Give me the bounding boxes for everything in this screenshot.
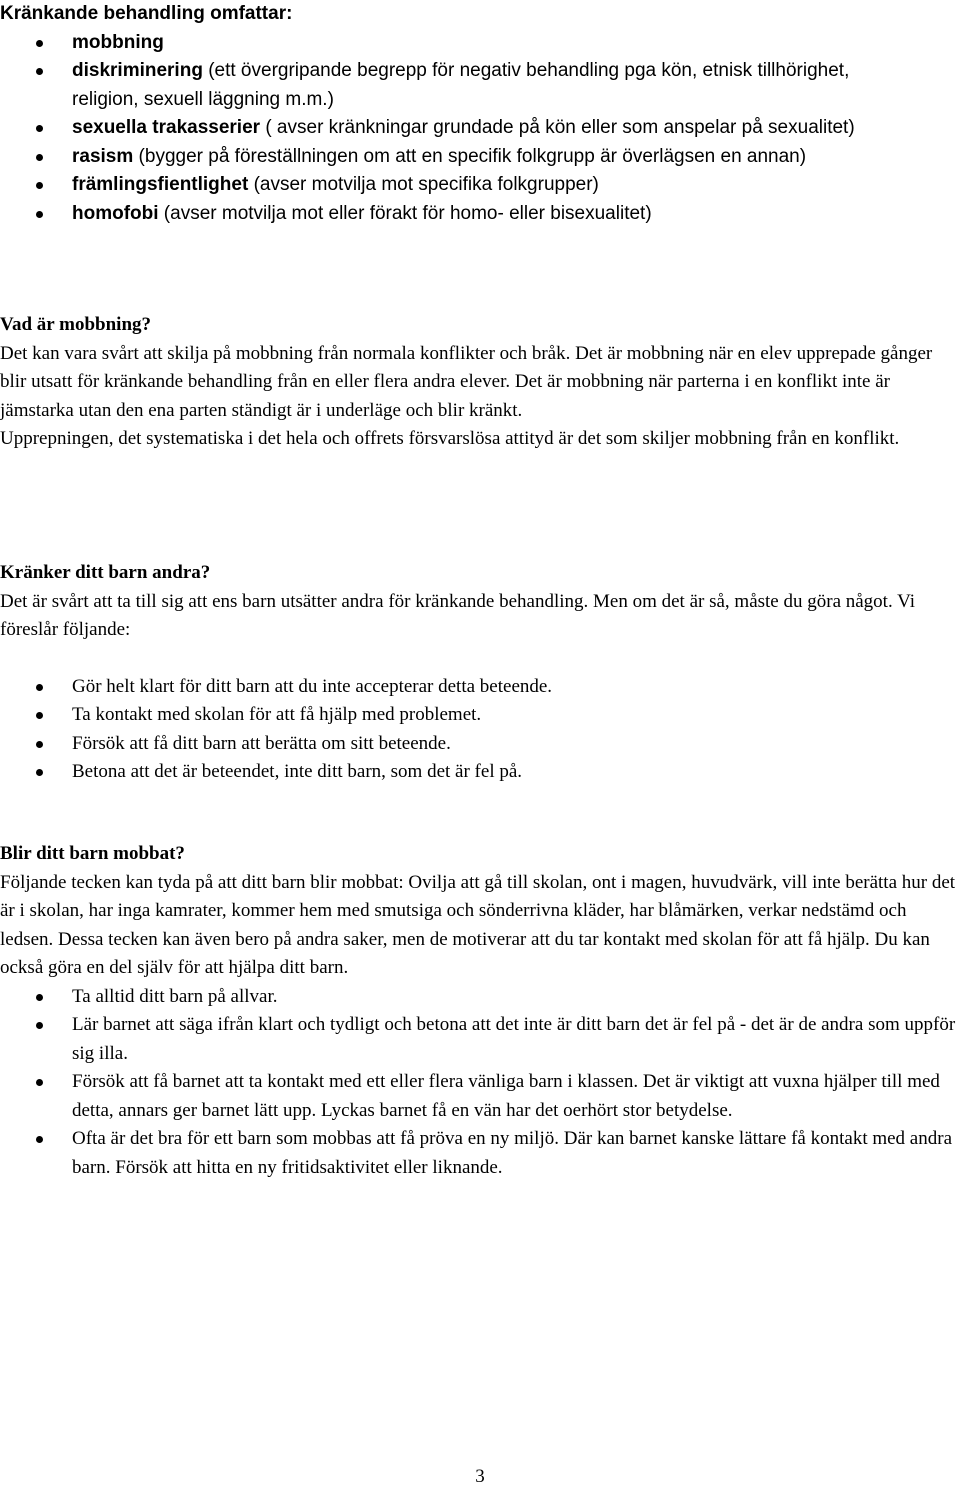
- section-heading: Vad är mobbning?: [0, 314, 152, 335]
- section-heading: Kränker ditt barn andra?: [0, 562, 211, 583]
- bullet-icon: [36, 712, 43, 719]
- intro-heading: Kränkande behandling omfattar:: [0, 3, 293, 24]
- paragraph: Det är svårt att ta till sig att ens barn utsätter andra för kränkande behandling. Men om det är så, måste du göra något. Vi föreslår följande:: [0, 590, 915, 640]
- kranker-section: [0, 559, 960, 787]
- list-item: [0, 200, 880, 229]
- list-item-text: Ta alltid ditt barn på allvar.: [72, 985, 278, 1007]
- bullet-icon: [36, 68, 43, 75]
- bullet-icon: [36, 769, 43, 776]
- list-item: [0, 29, 880, 58]
- list-item: [0, 1068, 960, 1125]
- page-number: 3: [475, 1466, 485, 1487]
- bullet-icon: [36, 994, 43, 1001]
- bullet-icon: [36, 741, 43, 748]
- list-item: [0, 983, 960, 1012]
- bullet-icon: [36, 125, 43, 132]
- term: rasism: [72, 145, 134, 167]
- list-item-text: Ofta är det bra för ett barn som mobbas att få pröva en ny miljö. Där kan barnet kanske lättare få kontakt med andra barn. Försök att hitta en ny fritidsaktivitet eller liknande.: [72, 1128, 953, 1178]
- help-list: [0, 983, 960, 1183]
- term-description: (avser motvilja mot specifika folkgrupper): [248, 174, 599, 195]
- list-item: [0, 114, 880, 143]
- advice-list: [0, 673, 960, 787]
- paragraph: Följande tecken kan tyda på att ditt barn blir mobbat: Ovilja att gå till skolan, ont i magen, huvudvärk, vill inte berätta hur det är i skolan, har inga kamrater, kommer hem med smutsiga och sönderrivna kläder, har blåmärken, verkar nedstämd och ledsen. Dessa tecken kan även bero på andra saker, men de motiverar att du tar kontakt med skolan för att få hjälp. Du kan också göra en del själv för att hjälpa ditt barn.: [0, 871, 956, 978]
- list-item: [0, 1011, 960, 1068]
- paragraph: Det kan vara svårt att skilja på mobbning från normala konflikter och bråk. Det är mobbning när en elev upprepade gånger blir utsatt för kränkande behandling från en eller flera andra elever. Det är mobbning när parterna i en konflikt inte är jämstarka utan den ena parten ständigt är i underläge och blir kränkt.: [0, 342, 933, 421]
- list-item: [0, 730, 960, 759]
- term: främlingsfientlighet: [72, 174, 249, 195]
- bullet-icon: [36, 154, 43, 161]
- list-item: [0, 758, 960, 787]
- list-item-text: Ta kontakt med skolan för att få hjälp med problemet.: [72, 704, 482, 725]
- list-item-text: Betona att det är beteendet, inte ditt barn, som det är fel på.: [72, 761, 523, 782]
- term-description: ( avser kränkningar grundade på kön eller som anspelar på sexualitet): [260, 117, 855, 138]
- list-item: [0, 171, 880, 200]
- list-item-text: Lär barnet att säga ifrån klart och tydligt och betona att det inte är ditt barn det är fel på - det är de andra som uppför sig illa.: [72, 1014, 956, 1064]
- term-description: (ett övergripande begrepp för negativ behandling pga kön, etnisk tillhörighet, religion, sexuell läggning m.m.): [72, 60, 850, 110]
- term: homofobi: [72, 202, 159, 224]
- list-item-text: Försök att få barnet att ta kontakt med ett eller flera vänliga barn i klassen. Det är viktigt att vuxna hjälper till med detta, annars ger barnet lätt upp. Lyckas barnet få en vän har det oerhört stor betydelse.: [72, 1071, 940, 1121]
- paragraph: Upprepningen, det systematiska i det hela och offrets försvarslösa attityd är det som skiljer mobbning från en konflikt.: [0, 428, 900, 449]
- term-description: (bygger på föreställningen om att en specifik folkgrupp är överlägsen en annan): [133, 145, 807, 167]
- bullet-icon: [36, 1079, 43, 1086]
- list-item: [0, 673, 960, 702]
- bullet-icon: [36, 182, 43, 189]
- intro-list: [0, 29, 880, 229]
- bullet-icon: [36, 1022, 43, 1029]
- list-item: [0, 701, 960, 730]
- term: sexuella trakasserier: [72, 117, 261, 138]
- mobbning-section: [0, 311, 960, 454]
- list-item: [0, 1125, 960, 1182]
- list-item: [0, 143, 880, 172]
- term: diskriminering: [72, 60, 203, 81]
- section-heading: Blir ditt barn mobbat?: [0, 843, 185, 864]
- bullet-icon: [36, 40, 43, 47]
- bullet-icon: [36, 211, 43, 218]
- bullet-icon: [36, 1136, 43, 1143]
- bullet-icon: [36, 684, 43, 691]
- list-item-text: Gör helt klart för ditt barn att du inte accepterar detta beteende.: [72, 675, 553, 697]
- mobbat-section: [0, 840, 960, 1182]
- intro-section: [0, 0, 960, 228]
- list-item: [0, 57, 880, 114]
- term-description: (avser motvilja mot eller förakt för homo- eller bisexualitet): [158, 202, 652, 224]
- term: mobbning: [72, 31, 164, 53]
- list-item-text: Försök att få ditt barn att berätta om sitt beteende.: [72, 732, 451, 754]
